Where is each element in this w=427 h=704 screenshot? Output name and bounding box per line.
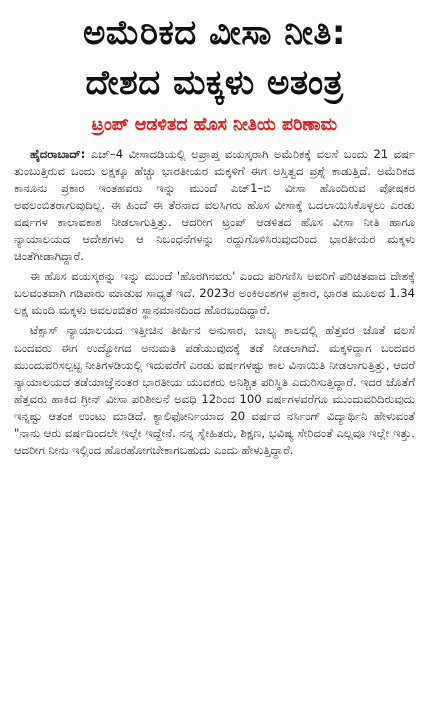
- headline-line-2: ದೇಶದ ಮಕ್ಕಳು ಅತಂತ್ರ: [85, 63, 344, 103]
- headline: [14, 8, 415, 108]
- article-paragraph-1: [14, 146, 415, 265]
- article-body: [14, 146, 415, 459]
- dateline: ಹೈದರಾಬಾದ್:: [30, 147, 86, 161]
- headline-line-1: ಅಮೆರಿಕದ ವೀಸಾ ನೀತಿ:: [82, 13, 347, 53]
- article-paragraph-2: ಈ ಹೊಸ ವಯಸ್ಕರನ್ನು ಇನ್ನು ಮುಂದೆ 'ಹೊರಗಿನವರು' ಎಂದು ಪರಿಗಣಿಸಿ ಅವರಿಗೆ ಪರಿಚಿತವಾದ ದೇಶಕ್ಕೆ ಬಲವಂತವಾಗಿ ಗಡಿಪಾರು ಮಾಡುವ ಸಾಧ್ಯತೆ ಇದೆ. 2023ರ ಅಂಕಿಅಂಶಗಳ ಪ್ರಕಾರ, ಭಾರತ ಮೂಲದ 1.34 ಲಕ್ಷ ಮಂದಿ ಮಕ್ಕಳು ಅವಲಂಬಿತರ ಸ್ಥಾನಮಾನದಿಂದ ಹೊರಬಂದಿದ್ದಾರೆ.: [14, 269, 415, 318]
- article-paragraph-3: ಟೆಕ್ಸಾಸ್ ನ್ಯಾಯಾಲಯದ ಇತ್ತೀಚಿನ ತೀರ್ಪಿನ ಅನುಸಾರ, ಬಾಲ್ಯ ಕಾಲದಲ್ಲಿ ಹೆತ್ತವರ ಜೊತೆ ವಲಸೆ ಬಂದವರು ಈಗ ಉದ್ಯೋಗದ ಅನುಮತಿ ಪಡೆಯುವುದಕ್ಕೆ ತಡೆ ನೀಡಲಾಗಿದೆ. ಮಕ್ಕಳಿದ್ದಾಗ ಬಂದವರ ಮುಂದುವರಿಸಲ್ಪಟ್ಟ ನೀತಿಗಳಡಿಯಲ್ಲಿ ಇದುವರೆಗೆ ಎರಡು ವರ್ಷಗಳಷ್ಟು ಕಾಲ ವಿನಾಯಿತಿ ನೀಡಲಾಗುತ್ತಿತ್ತು, ಆದರೆ ನ್ಯಾಯಾಲಯದ ತಡೆಯಾಜ್ಞೆನಂತರ ಭಾರತೀಯ ಯುವಕರು ಅನಿಶ್ಚಿತ ಪರಿಸ್ಥಿತಿ ಎದುರಿಸುತ್ತಿದ್ದಾರೆ. ಇದರ ಜೊತೆಗೆ ಹೆತ್ತವರು ಹಾಕಿದ ಗ್ರೀನ್ ವೀಸಾ ಪರಿಶೀಲನೆ ಅವಧಿ 12ರಿಂದ 100 ವರ್ಷಗಳವರೆಗೂ ಮುಂದುವರಿದಿರುವುದು ಇನ್ನಷ್ಟು ಆತಂಕ ಉಂಟು ಮಾಡಿದೆ. ಕ್ಯಾಲಿಫೋರ್ನಿಯಾದ 20 ವರ್ಷದ ನರ್ಸಿಂಗ್ ವಿದ್ಯಾರ್ಥಿನಿ ಹೇಳುವಂತೆ "ನಾನು ಆರು ವರ್ಷದಿಂದಲೇ ಇಲ್ಲೇ ಇದ್ದೇನೆ. ನನ್ನ ಸ್ನೇಹಿತರು, ಶಿಕ್ಷಣ, ಭವಿಷ್ಯ ಸೇರಿದಂತೆ ಎಲ್ಲವೂ ಇಲ್ಲೇ ಇತ್ತು. ಆದರೀಗ ನೀನು ಇಲ್ಲಿಂದ ಹೊರಹೋಗಬೇಕಾಗಬಹುದು ಎಂದು ಹೇಳುತ್ತಿದ್ದಾರೆ.: [14, 323, 415, 457]
- subheadline: ಟ್ರಂಪ್ ಆಡಳಿತದ ಹೊಸ ನೀತಿಯ ಪರಿಣಾಮ: [91, 115, 338, 135]
- paragraph-1-text: ಎಚ್–4 ವೀಸಾದಡಿಯಲ್ಲಿ ಅಪ್ರಾಪ್ತ ವಯಸ್ಕರಾಗಿ ಅಮೆರಿಕಕ್ಕೆ ವಲಸೆ ಬಂದು 21 ವರ್ಷ ತುಂಬುತ್ತಿರುವ ಒಂದು ಲಕ್ಷಕ್ಕೂ ಹೆಚ್ಚು ಭಾರತೀಯರ ಮಕ್ಕಳಿಗೆ ಈಗ ಅಸ್ತಿತ್ವದ ಪ್ರಶ್ನೆ ಕಾಡುತ್ತಿದೆ. ಅಮೆರಿಕದ ಕಾನೂನು ಪ್ರಕಾರ ಇಂತಹವರು ಇನ್ನು ಮುಂದೆ ಎಚ್1–ಬಿ ವೀಸಾ ಹೊಂದಿರುವ ಪೋಷಕರ ಅವಲಂಬಿತರಾಗುವುದಿಲ್ಲ. ಈ ಹಿಂದೆ ಈ ತೆರನಾದ ವಲಸಿಗರು ಹೊಸ ವೀಸಾಕ್ಕೆ ಬದಲಾಯಿಸಿಕೊಳ್ಳಲು ಎರಡು ವರ್ಷಗಳ ಕಾಲಾವಕಾಶ ನೀಡಲಾಗುತ್ತಿತ್ತು. ಆದರೀಗ ಟ್ರಂಪ್ ಆಡಳಿತದ ಹೊಸ ವೀಸಾ ನೀತಿ ಹಾಗೂ ನ್ಯಾಯಾಲಯದ ಆದೇಶಗಳು ಆ ನಿಬಂಧನೆಗಳನ್ನು ರದ್ದುಗೊಳಿಸಿರುವುದರಿಂದ ಭಾರತೀಯರ ಮಕ್ಕಳು ಚಿಂತೆಗೀಡಾಗಿದ್ದಾರೆ.: [14, 147, 415, 264]
